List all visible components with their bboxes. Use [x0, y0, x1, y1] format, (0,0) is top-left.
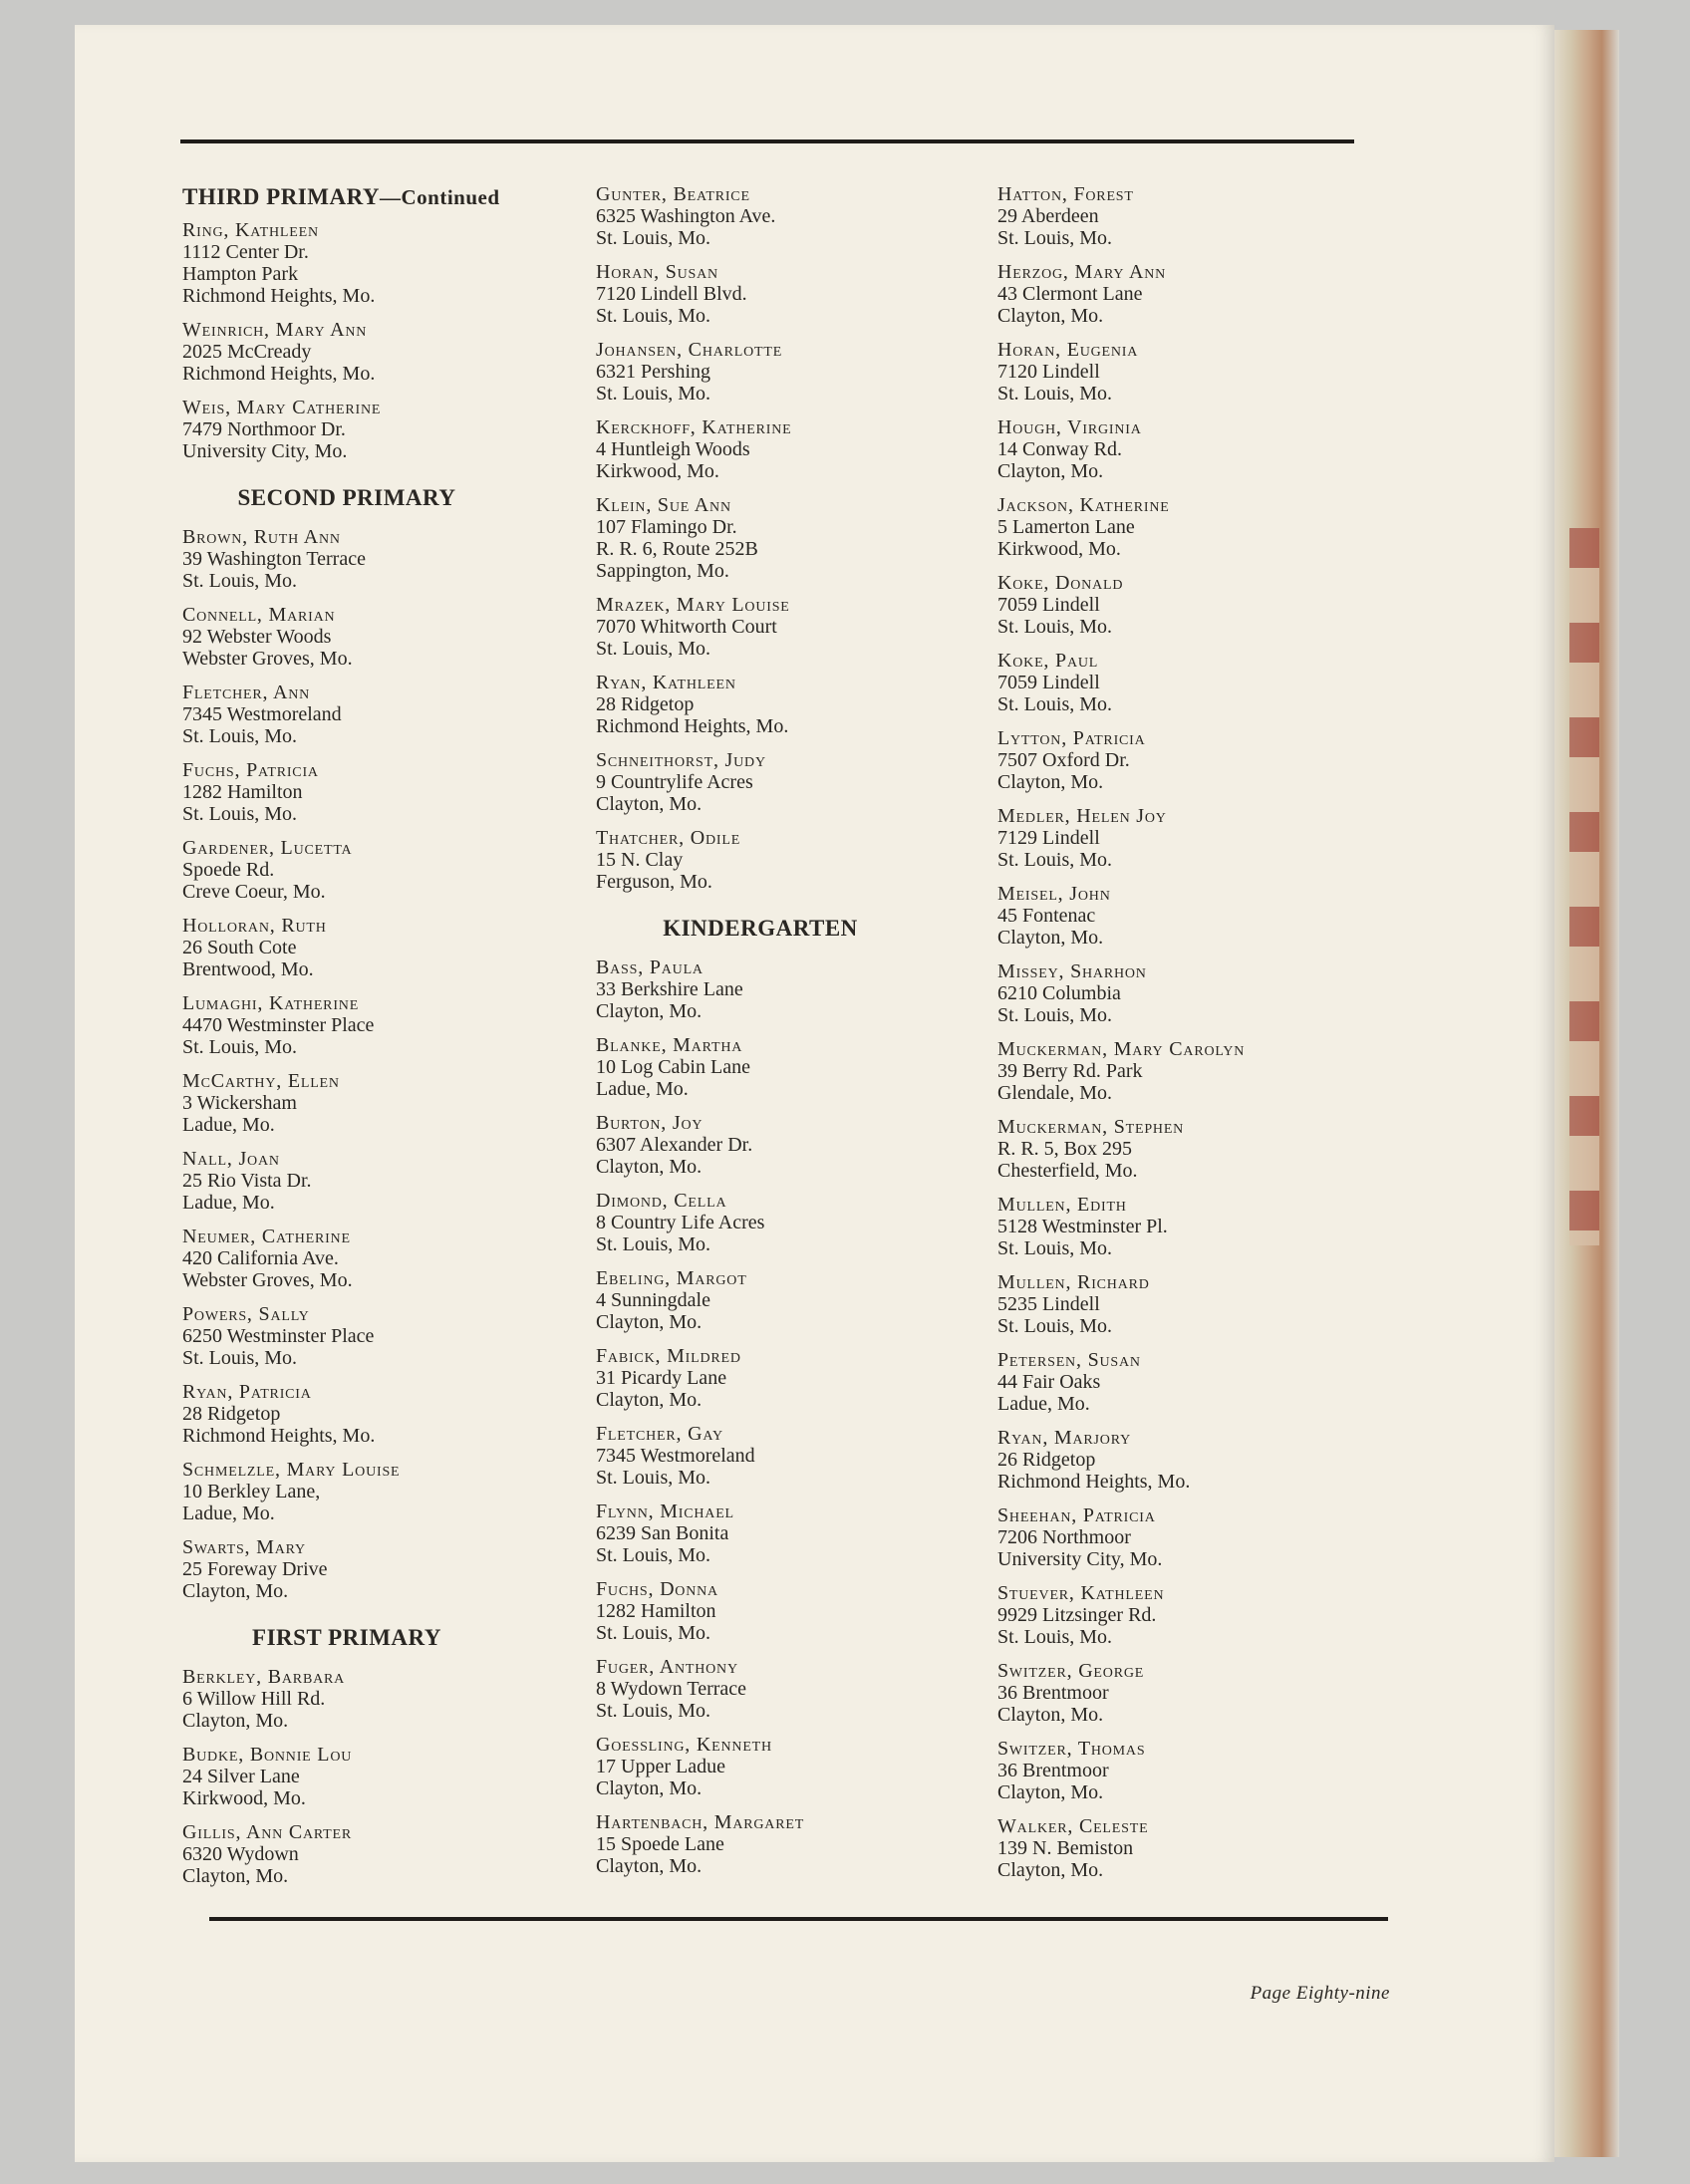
entry-name: Herzog, Mary Ann [997, 261, 1167, 283]
entry-name: Hatton, Forest [997, 183, 1134, 205]
entry-name: Gunter, Beatrice [596, 183, 750, 205]
entry-name: Schmelzle, Mary Louise [182, 1459, 401, 1481]
entry-address-line: 29 Aberdeen [997, 205, 1099, 227]
entry-name: Johansen, Charlotte [596, 339, 783, 361]
column-2 [596, 183, 985, 1889]
directory-entry [997, 1660, 1386, 1726]
entry-name: Klein, Sue Ann [596, 494, 731, 516]
entry-address-line: 25 Foreway Drive [182, 1558, 328, 1580]
entry-name: Goessling, Kenneth [596, 1734, 772, 1756]
entry-address-line: St. Louis, Mo. [182, 803, 298, 825]
directory-entry [596, 749, 985, 815]
column-1 [182, 183, 571, 1899]
entry-address-line: Clayton, Mo. [182, 1580, 289, 1602]
entry-address-line: 5235 Lindell [997, 1293, 1100, 1315]
directory-entry [997, 1738, 1386, 1803]
entry-address-line: 43 Clermont Lane [997, 283, 1143, 305]
entry-address-line: 4 Huntleigh Woods [596, 438, 750, 460]
entry-address-line: 44 Fair Oaks [997, 1371, 1101, 1393]
entry-name: Hough, Virginia [997, 416, 1142, 438]
section-heading [182, 183, 571, 211]
entry-address-line: Ferguson, Mo. [596, 871, 712, 893]
entry-address-line: 7120 Lindell [997, 361, 1100, 383]
entry-name: Meisel, John [997, 883, 1111, 905]
entry-address-line: St. Louis, Mo. [997, 1237, 1113, 1259]
directory-entry [182, 1381, 571, 1447]
directory-entry [596, 1656, 985, 1722]
entry-address-line: Clayton, Mo. [997, 1704, 1104, 1726]
entry-name: McCarthy, Ellen [182, 1070, 340, 1092]
entry-name: Gillis, Ann Carter [182, 1821, 353, 1843]
directory-entry [182, 1148, 571, 1214]
entry-address-line: Spoede Rd. [182, 859, 275, 881]
entry-address-line: 6250 Westminster Place [182, 1325, 375, 1347]
entry-name: Brown, Ruth Ann [182, 526, 341, 548]
entry-name: Blanke, Martha [596, 1034, 743, 1056]
entry-address-line: 31 Picardy Lane [596, 1367, 727, 1389]
entry-address-line: R. R. 5, Box 295 [997, 1138, 1133, 1160]
entry-address-line: Ladue, Mo. [596, 1078, 689, 1100]
entry-address-line: 1112 Center Dr. [182, 241, 309, 263]
entry-address-line: St. Louis, Mo. [182, 725, 298, 747]
directory-entry [182, 1303, 571, 1369]
entry-address-line: St. Louis, Mo. [997, 693, 1113, 715]
entry-address-line: 3 Wickersham [182, 1092, 297, 1114]
entry-address-line: 36 Brentmoor [997, 1682, 1109, 1704]
directory-entry [182, 219, 571, 307]
entry-address-line: St. Louis, Mo. [596, 1700, 711, 1722]
entry-address-line: Brentwood, Mo. [182, 958, 314, 980]
entry-name: Ebeling, Margot [596, 1267, 747, 1289]
entry-name: Fletcher, Gay [596, 1423, 723, 1445]
entry-address-line: 6321 Pershing [596, 361, 710, 383]
entry-name: Sheehan, Patricia [997, 1504, 1156, 1526]
entry-address-line: St. Louis, Mo. [182, 1036, 298, 1058]
entry-address-line: Richmond Heights, Mo. [997, 1471, 1191, 1493]
directory-entry [997, 261, 1386, 327]
directory-entry [182, 1744, 571, 1809]
entry-address-line: 6210 Columbia [997, 982, 1121, 1004]
directory-entry [596, 1267, 985, 1333]
entry-address-line: St. Louis, Mo. [596, 1544, 711, 1566]
entry-address-line: Clayton, Mo. [596, 1000, 703, 1022]
directory-entry [182, 1666, 571, 1732]
directory-entry [997, 572, 1386, 638]
entry-name: Connell, Marian [182, 604, 336, 626]
top-rule [180, 139, 1354, 143]
directory-entry [596, 1112, 985, 1178]
directory-entry [596, 1190, 985, 1255]
entry-name: Fletcher, Ann [182, 682, 311, 703]
directory-entry [997, 416, 1386, 482]
entry-name: Flynn, Michael [596, 1501, 734, 1522]
entry-name: Weinrich, Mary Ann [182, 319, 368, 341]
entry-address-line: 7507 Oxford Dr. [997, 749, 1130, 771]
directory-entry [182, 837, 571, 903]
directory-entry [997, 1116, 1386, 1182]
entry-address-line: 39 Washington Terrace [182, 548, 366, 570]
directory-entry [596, 1578, 985, 1644]
directory-entry [997, 1815, 1386, 1881]
directory-entry [997, 339, 1386, 405]
entry-address-line: 7059 Lindell [997, 594, 1100, 616]
entry-address-line: Clayton, Mo. [596, 1389, 703, 1411]
directory-entry [596, 1345, 985, 1411]
entry-name: Berkley, Barbara [182, 1666, 346, 1688]
entry-address-line: Richmond Heights, Mo. [182, 285, 376, 307]
entry-address-line: St. Louis, Mo. [596, 305, 711, 327]
entry-name: Neumer, Catherine [182, 1226, 351, 1247]
entry-address-line: 10 Berkley Lane, [182, 1481, 321, 1502]
directory-entry [997, 650, 1386, 715]
entry-name: Mullen, Richard [997, 1271, 1150, 1293]
entry-name: Missey, Sharhon [997, 960, 1147, 982]
directory-entry [596, 339, 985, 405]
entry-address-line: 1282 Hamilton [596, 1600, 716, 1622]
entry-address-line: Clayton, Mo. [997, 1859, 1104, 1881]
entry-address-line: St. Louis, Mo. [596, 1467, 711, 1489]
entry-name: Ring, Kathleen [182, 219, 319, 241]
directory-entry [182, 992, 571, 1058]
directory-entry [182, 604, 571, 670]
directory-entry [596, 494, 985, 582]
entry-name: Walker, Celeste [997, 1815, 1149, 1837]
directory-entry [596, 1501, 985, 1566]
entry-address-line: St. Louis, Mo. [182, 570, 298, 592]
column-3 [997, 183, 1386, 1893]
entry-address-line: 9929 Litzsinger Rd. [997, 1604, 1157, 1626]
entry-address-line: 4470 Westminster Place [182, 1014, 375, 1036]
directory-entry [182, 1536, 571, 1602]
entry-address-line: Clayton, Mo. [596, 1855, 703, 1877]
entry-address-line: Clayton, Mo. [182, 1865, 289, 1887]
entry-address-line: 6239 San Bonita [596, 1522, 729, 1544]
directory-entry [182, 397, 571, 462]
directory-entry [997, 1194, 1386, 1259]
entry-address-line: Clayton, Mo. [997, 771, 1104, 793]
entry-name: Stuever, Kathleen [997, 1582, 1165, 1604]
directory-entry [182, 759, 571, 825]
entry-name: Lytton, Patricia [997, 727, 1146, 749]
entry-address-line: 45 Fontenac [997, 905, 1096, 927]
directory-entry [182, 682, 571, 747]
entry-name: Switzer, Thomas [997, 1738, 1146, 1760]
directory-entry [997, 1582, 1386, 1648]
entry-name: Powers, Sally [182, 1303, 310, 1325]
directory-entry [596, 1423, 985, 1489]
entry-address-line: 36 Brentmoor [997, 1760, 1109, 1781]
entry-name: Koke, Paul [997, 650, 1099, 672]
entry-name: Horan, Eugenia [997, 339, 1139, 361]
entry-name: Fuchs, Donna [596, 1578, 718, 1600]
entry-address-line: 6307 Alexander Dr. [596, 1134, 753, 1156]
entry-name: Swarts, Mary [182, 1536, 306, 1558]
entry-address-line: Clayton, Mo. [182, 1710, 289, 1732]
entry-address-line: 7345 Westmoreland [182, 703, 342, 725]
entry-address-line: Clayton, Mo. [997, 305, 1104, 327]
directory-entry [997, 494, 1386, 560]
entry-address-line: St. Louis, Mo. [596, 1622, 711, 1644]
entry-address-line: 5128 Westminster Pl. [997, 1216, 1168, 1237]
entry-address-line: Clayton, Mo. [596, 793, 703, 815]
entry-address-line: 7129 Lindell [997, 827, 1100, 849]
entry-address-line: University City, Mo. [997, 1548, 1163, 1570]
entry-address-line: 26 South Cote [182, 937, 297, 958]
entry-address-line: 8 Wydown Terrace [596, 1678, 747, 1700]
entry-address-line: 25 Rio Vista Dr. [182, 1170, 312, 1192]
entry-address-line: 7206 Northmoor [997, 1526, 1131, 1548]
entry-name: Mullen, Edith [997, 1194, 1127, 1216]
entry-address-line: 420 California Ave. [182, 1247, 339, 1269]
entry-address-line: St. Louis, Mo. [997, 383, 1113, 405]
entry-name: Lumaghi, Katherine [182, 992, 360, 1014]
section-title: FIRST PRIMARY [252, 1625, 441, 1650]
entry-address-line: 9 Countrylife Acres [596, 771, 753, 793]
entry-name: Jackson, Katherine [997, 494, 1170, 516]
entry-address-line: 7070 Whitworth Court [596, 616, 777, 638]
entry-name: Dimond, Cella [596, 1190, 727, 1212]
directory-entry [997, 1504, 1386, 1570]
entry-name: Hartenbach, Margaret [596, 1811, 805, 1833]
section-heading [596, 915, 925, 943]
entry-name: Nall, Joan [182, 1148, 280, 1170]
entry-address-line: Richmond Heights, Mo. [596, 715, 789, 737]
entry-name: Fabick, Mildred [596, 1345, 741, 1367]
entry-address-line: St. Louis, Mo. [997, 616, 1113, 638]
directory-entry [596, 672, 985, 737]
entry-address-line: Kirkwood, Mo. [997, 538, 1121, 560]
entry-address-line: Sappington, Mo. [596, 560, 729, 582]
directory-entry [997, 1271, 1386, 1337]
entry-name: Schneithorst, Judy [596, 749, 766, 771]
entry-name: Weis, Mary Catherine [182, 397, 382, 418]
directory-entry [997, 883, 1386, 949]
entry-address-line: St. Louis, Mo. [182, 1347, 298, 1369]
entry-address-line: Clayton, Mo. [596, 1311, 703, 1333]
directory-entry [997, 1427, 1386, 1493]
entry-name: Kerckhoff, Katherine [596, 416, 792, 438]
entry-address-line: St. Louis, Mo. [997, 227, 1113, 249]
entry-address-line: 6 Willow Hill Rd. [182, 1688, 326, 1710]
entry-address-line: Richmond Heights, Mo. [182, 363, 376, 385]
entry-address-line: Ladue, Mo. [182, 1502, 275, 1524]
directory-entry [596, 594, 985, 660]
entry-address-line: Glendale, Mo. [997, 1082, 1112, 1104]
directory-entry [997, 805, 1386, 871]
entry-address-line: Ladue, Mo. [182, 1192, 275, 1214]
entry-address-line: Clayton, Mo. [596, 1156, 703, 1178]
directory-entry [596, 261, 985, 327]
entry-name: Fuger, Anthony [596, 1656, 738, 1678]
entry-address-line: Webster Groves, Mo. [182, 648, 353, 670]
entry-address-line: Kirkwood, Mo. [596, 460, 719, 482]
entry-address-line: 39 Berry Rd. Park [997, 1060, 1143, 1082]
section-heading [182, 484, 511, 512]
entry-address-line: 8 Country Life Acres [596, 1212, 765, 1233]
entry-name: Muckerman, Mary Carolyn [997, 1038, 1246, 1060]
section-title: SECOND PRIMARY [237, 485, 456, 510]
entry-address-line: St. Louis, Mo. [997, 1315, 1113, 1337]
directory-entry [182, 1070, 571, 1136]
book-spine-decoration [1569, 528, 1599, 1245]
entry-address-line: 4 Sunningdale [596, 1289, 710, 1311]
directory-entry [596, 1811, 985, 1877]
entry-address-line: St. Louis, Mo. [997, 849, 1113, 871]
entry-address-line: 1282 Hamilton [182, 781, 303, 803]
entry-address-line: Chesterfield, Mo. [997, 1160, 1138, 1182]
directory-entry [997, 960, 1386, 1026]
entry-address-line: 6320 Wydown [182, 1843, 299, 1865]
section-title: THIRD PRIMARY [182, 184, 380, 209]
entry-address-line: 33 Berkshire Lane [596, 978, 743, 1000]
directory-entry [997, 183, 1386, 249]
entry-address-line: Creve Coeur, Mo. [182, 881, 326, 903]
entry-name: Bass, Paula [596, 956, 704, 978]
entry-name: Gardener, Lucetta [182, 837, 353, 859]
page-number: Page Eighty-nine [1250, 1983, 1390, 2004]
entry-name: Ryan, Kathleen [596, 672, 736, 693]
entry-address-line: Clayton, Mo. [997, 460, 1104, 482]
directory-entry [182, 915, 571, 980]
entry-address-line: 7479 Northmoor Dr. [182, 418, 346, 440]
entry-address-line: 10 Log Cabin Lane [596, 1056, 750, 1078]
entry-address-line: 15 Spoede Lane [596, 1833, 724, 1855]
section-heading [182, 1624, 511, 1652]
entry-address-line: Hampton Park [182, 263, 299, 285]
entry-address-line: St. Louis, Mo. [997, 1004, 1113, 1026]
entry-address-line: 139 N. Bemiston [997, 1837, 1134, 1859]
entry-address-line: 26 Ridgetop [997, 1449, 1096, 1471]
entry-name: Holloran, Ruth [182, 915, 327, 937]
entry-address-line: Clayton, Mo. [997, 1781, 1104, 1803]
entry-address-line: 17 Upper Ladue [596, 1756, 725, 1777]
entry-address-line: 28 Ridgetop [182, 1403, 281, 1425]
entry-address-line: Clayton, Mo. [997, 927, 1104, 949]
directory-entry [997, 1038, 1386, 1104]
entry-address-line: Clayton, Mo. [596, 1777, 703, 1799]
section-title-suffix: —Continued [380, 185, 500, 209]
entry-address-line: 14 Conway Rd. [997, 438, 1122, 460]
directory-entry [182, 526, 571, 592]
directory-entry [596, 416, 985, 482]
section-title: KINDERGARTEN [663, 916, 858, 941]
entry-address-line: 5 Lamerton Lane [997, 516, 1135, 538]
entry-address-line: R. R. 6, Route 252B [596, 538, 758, 560]
directory-entry [182, 1226, 571, 1291]
entry-name: Burton, Joy [596, 1112, 704, 1134]
entry-address-line: University City, Mo. [182, 440, 348, 462]
directory-entry [596, 1734, 985, 1799]
entry-address-line: Ladue, Mo. [997, 1393, 1090, 1415]
directory-entry [596, 956, 985, 1022]
entry-address-line: 7059 Lindell [997, 672, 1100, 693]
entry-address-line: Kirkwood, Mo. [182, 1787, 306, 1809]
entry-address-line: Webster Groves, Mo. [182, 1269, 353, 1291]
directory-entry [596, 1034, 985, 1100]
entry-name: Budke, Bonnie Lou [182, 1744, 353, 1766]
entry-address-line: 107 Flamingo Dr. [596, 516, 737, 538]
directory-entry [182, 319, 571, 385]
entry-address-line: 24 Silver Lane [182, 1766, 300, 1787]
entry-name: Ryan, Marjory [997, 1427, 1131, 1449]
entry-address-line: 15 N. Clay [596, 849, 684, 871]
directory-entry [997, 727, 1386, 793]
entry-address-line: 2025 McCready [182, 341, 312, 363]
entry-name: Fuchs, Patricia [182, 759, 319, 781]
entry-address-line: St. Louis, Mo. [596, 638, 711, 660]
directory-entry [596, 183, 985, 249]
entry-address-line: 7120 Lindell Blvd. [596, 283, 747, 305]
directory-entry [596, 827, 985, 893]
entry-address-line: St. Louis, Mo. [596, 1233, 711, 1255]
entry-address-line: Richmond Heights, Mo. [182, 1425, 376, 1447]
entry-address-line: St. Louis, Mo. [997, 1626, 1113, 1648]
entry-name: Switzer, George [997, 1660, 1145, 1682]
entry-name: Mrazek, Mary Louise [596, 594, 790, 616]
entry-name: Horan, Susan [596, 261, 718, 283]
entry-address-line: 28 Ridgetop [596, 693, 695, 715]
entry-name: Petersen, Susan [997, 1349, 1141, 1371]
entry-name: Koke, Donald [997, 572, 1124, 594]
entry-address-line: 7345 Westmoreland [596, 1445, 755, 1467]
directory-entry [997, 1349, 1386, 1415]
bottom-rule [209, 1917, 1388, 1921]
entry-name: Medler, Helen Joy [997, 805, 1167, 827]
entry-name: Thatcher, Odile [596, 827, 741, 849]
directory-entry [182, 1821, 571, 1887]
entry-address-line: St. Louis, Mo. [596, 227, 711, 249]
entry-address-line: 6325 Washington Ave. [596, 205, 776, 227]
entry-address-line: Ladue, Mo. [182, 1114, 275, 1136]
entry-name: Muckerman, Stephen [997, 1116, 1185, 1138]
entry-name: Ryan, Patricia [182, 1381, 312, 1403]
entry-address-line: 92 Webster Woods [182, 626, 332, 648]
entry-address-line: St. Louis, Mo. [596, 383, 711, 405]
directory-entry [182, 1459, 571, 1524]
